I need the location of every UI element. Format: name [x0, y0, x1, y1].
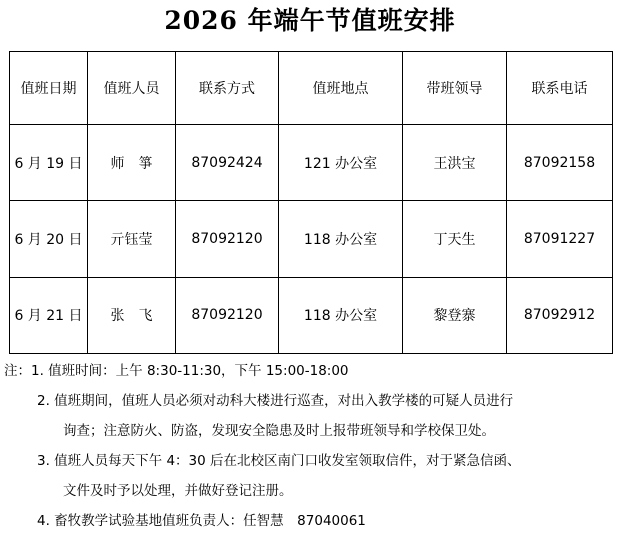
note-mail-cont: 文件及时予以处理，并做好登记注册。: [63, 483, 293, 499]
table-row: [10, 277, 613, 353]
header-duty-date: 值班日期: [10, 52, 88, 125]
page-title: 2026 年端午节值班安排: [164, 6, 456, 35]
cell-location: 118 办公室: [279, 201, 403, 277]
cell-contact: 87092120: [176, 201, 279, 277]
cell-phone: 87091227: [507, 201, 613, 277]
header-duty-staff: 值班人员: [88, 52, 176, 125]
cell-staff: 张 飞: [88, 277, 176, 353]
table-row: [10, 125, 613, 201]
note-base-contact: 4. 畜牧教学试验基地值班负责人：任智慧 87040061: [37, 513, 366, 529]
cell-leader: 王洪宝: [403, 125, 507, 201]
notes-section: [4, 356, 616, 536]
cell-phone: 87092158: [507, 125, 613, 201]
cell-location: 118 办公室: [279, 277, 403, 353]
note-mail: 3. 值班人员每天下午 4：30 后在北校区南门口收发室领取信件，对于紧急信函、: [37, 453, 521, 469]
cell-staff: 亓钰莹: [88, 201, 176, 277]
cell-location: 121 办公室: [279, 125, 403, 201]
cell-date: 6 月 20 日: [10, 201, 88, 277]
cell-contact: 87092424: [176, 125, 279, 201]
header-location: 值班地点: [279, 52, 403, 125]
note-duty-hours: 注：1. 值班时间：上午 8:30-11:30，下午 15:00-18:00: [4, 363, 349, 379]
cell-staff: 师 箏: [88, 125, 176, 201]
header-contact: 联系方式: [176, 52, 279, 125]
header-leader: 带班领导: [403, 52, 507, 125]
cell-date: 6 月 19 日: [10, 125, 88, 201]
cell-leader: 丁天生: [403, 201, 507, 277]
table-row: [10, 201, 613, 277]
duty-schedule-table: [9, 51, 613, 354]
cell-contact: 87092120: [176, 277, 279, 353]
header-phone: 联系电话: [507, 52, 613, 125]
cell-phone: 87092912: [507, 277, 613, 353]
note-patrol: 2. 值班期间，值班人员必须对动科大楼进行巡查，对出入教学楼的可疑人员进行: [37, 393, 514, 409]
cell-date: 6 月 21 日: [10, 277, 88, 353]
note-patrol-cont: 询查；注意防火、防盗，发现安全隐患及时上报带班领导和学校保卫处。: [63, 423, 495, 439]
table-header-row: [10, 52, 613, 125]
cell-leader: 黎登寨: [403, 277, 507, 353]
